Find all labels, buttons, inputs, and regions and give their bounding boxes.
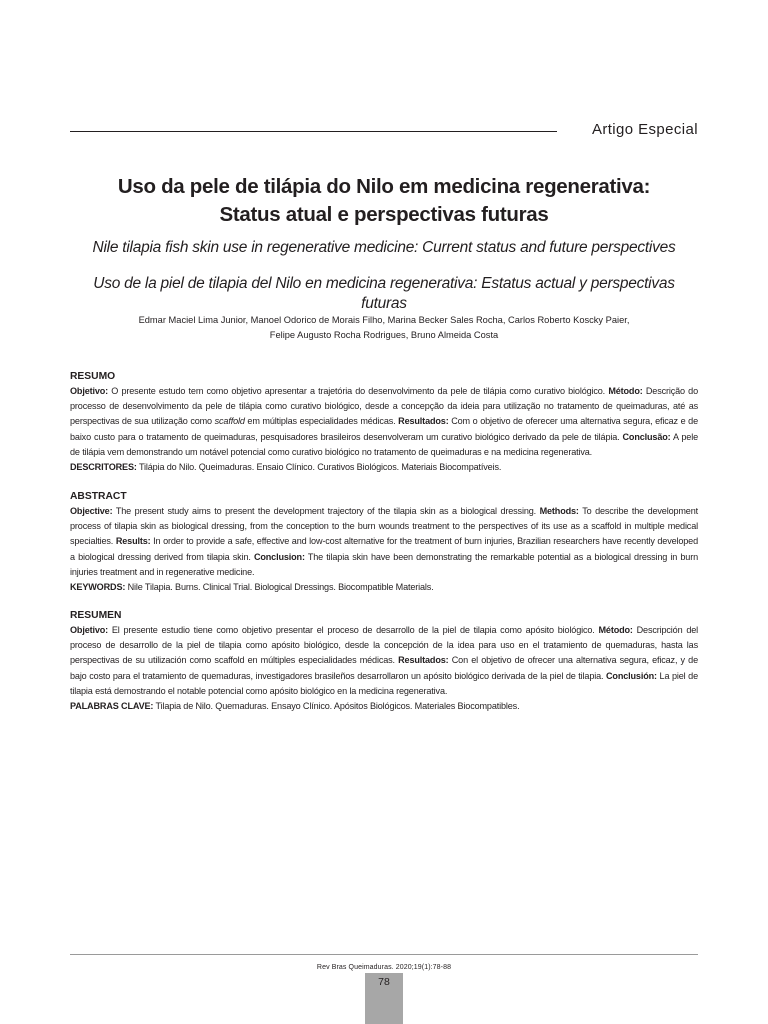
abstract-heading: ABSTRACT bbox=[70, 491, 127, 502]
resumo-results: Com o objetivo de oferecer uma alternativa segura, eficaz e de baixo custo para o tratamento de queimaduras, pesquisadores brasileiros desenvolveram um curativo biológico derivado da pele de tilápia. bbox=[70, 416, 698, 442]
resumo-results-label: Resultados: bbox=[398, 416, 449, 427]
resumen-method-label: Método: bbox=[598, 625, 633, 635]
abstract-keywords bbox=[70, 580, 698, 595]
title-line-1: Uso da pele de tilápia do Nilo em medicina regenerativa: bbox=[117, 175, 651, 198]
abstract-text bbox=[70, 504, 698, 580]
resumo-keywords bbox=[70, 460, 698, 475]
resumen-text bbox=[70, 623, 698, 699]
section-label: Artigo Especial bbox=[591, 121, 698, 138]
english-title: Nile tilapia fish skin use in regenerative medicine: Current status and future perspectives bbox=[92, 239, 676, 256]
journal-citation: Rev Bras Queimaduras. 2020;19(1):78-88 bbox=[316, 964, 452, 971]
abstract-objective: The present study aims to present the development trajectory of the tilapia skin as a biological dressing. bbox=[112, 506, 540, 516]
resumen-section bbox=[70, 608, 698, 714]
abstract-method-label: Methods: bbox=[539, 506, 579, 516]
author-list bbox=[70, 313, 698, 343]
resumo-keywords-label: DESCRITORES: bbox=[70, 462, 137, 473]
resumo-conclusion-label: Conclusão: bbox=[622, 431, 671, 442]
resumen-method: Descripción del proceso de desarrollo de la piel de tilapia como apósito biológico, desde la concepción de la idea para uso en el tratamiento de quemaduras, hasta las perspectivas de su utilización como scaffold en múltiples especialidades médicas. bbox=[70, 625, 699, 666]
resumo-section bbox=[70, 369, 698, 475]
authors-line-1: Edmar Maciel Lima Junior, Manoel Odorico de Morais Filho, Marina Becker Sales Rocha, Carlos Roberto Koscky Paier, bbox=[138, 315, 630, 325]
abstract-keywords-text: Nile Tilapia. Burns. Clinical Trial. Biological Dressings. Biocompatible Materials. bbox=[125, 582, 434, 593]
resumen-results: Con el objetivo de ofrecer una alternativa segura, eficaz, y de bajo costo para el tratamiento de quemaduras, investigadores brasileños desarrollaron un apósito biológico derivada de la piel de tilapia. bbox=[70, 655, 698, 681]
resumen-objective: El presente estudio tiene como objetivo presentar el proceso de desarrollo de la piel de tilapia como apósito biológico. bbox=[108, 625, 599, 635]
page-number: 78 bbox=[378, 976, 390, 988]
resumo-method-1: Descrição do processo de desenvolvimento da pele de tilápia como curativo biológico, desde a concepção da ideia para utilização no tratamento de queimaduras, até as perspectivas de sua utilização como bbox=[70, 386, 698, 427]
abstract-results-label: Results: bbox=[115, 536, 151, 547]
authors-line-2: Felipe Augusto Rocha Rodrigues, Bruno Almeida Costa bbox=[269, 330, 499, 340]
resumen-keywords-label: PALABRAS CLAVE: bbox=[70, 701, 154, 712]
resumo-method-label: Método: bbox=[608, 386, 643, 396]
abstract-conclusion: The tilapia skin have been demonstrating the remarkable potential as a biological dressing in burn injuries treatment and in regenerative medicine. bbox=[70, 551, 698, 577]
resumo-keywords-text: Tilápia do Nilo. Queimaduras. Ensaio Clínico. Curativos Biológicos. Materiais Biocompatíveis. bbox=[136, 462, 502, 473]
resumen-results-label: Resultados: bbox=[398, 655, 449, 666]
resumen-keywords bbox=[70, 699, 698, 714]
page-number-box bbox=[365, 973, 403, 1024]
abstract-method: To describe the development process of tilapia skin as biological dressing, from the conception to the burn wounds treatment to the perspectives of its use as a scaffold in multiple medical specialties. bbox=[70, 506, 698, 547]
resumo-objective-label: Objetivo: bbox=[70, 386, 109, 396]
footer-rule bbox=[70, 954, 698, 955]
abstract-conclusion-label: Conclusion: bbox=[253, 551, 305, 562]
resumen-objective-label: Objetivo: bbox=[70, 625, 109, 635]
resumen-heading: RESUMEN bbox=[70, 610, 122, 621]
resumo-conclusion: A pele de tilápia vem demonstrando um notável potencial como curativo biológico no tratamento de queimaduras e na medicina regenerativa. bbox=[70, 431, 698, 457]
header-rule bbox=[70, 131, 557, 132]
resumen-conclusion-label: Conclusión: bbox=[606, 670, 657, 681]
abstract-objective-label: Objective: bbox=[70, 506, 113, 516]
resumen-keywords-text: Tilapia de Nilo. Quemaduras. Ensayo Clínico. Apósitos Biológicos. Materiales Biocompatibles. bbox=[153, 701, 520, 712]
spanish-title: Uso de la piel de tilapia del Nilo en medicina regenerativa: Estatus actual y perspectivas futuras bbox=[93, 275, 675, 312]
resumo-text bbox=[70, 384, 698, 460]
resumo-heading: RESUMO bbox=[70, 371, 116, 382]
abstract-keywords-label: KEYWORDS: bbox=[70, 582, 126, 593]
resumo-method-italic: scaffold bbox=[214, 416, 245, 427]
resumen-conclusion: La piel de tilapia está demostrando el notable potencial como apósito biológico en la medicina regenerativa. bbox=[70, 670, 698, 696]
resumo-objective: O presente estudo tem como objetivo apresentar a trajetória do desenvolvimento da pele de tilápia como curativo biológico. bbox=[108, 386, 609, 396]
resumo-method-2: em múltiplas especialidades médicas. bbox=[244, 416, 399, 427]
title-line-2: Status atual e perspectivas futuras bbox=[219, 203, 549, 226]
abstract-results: In order to provide a safe, effective and low-cost alternative for the treatment of burn injuries, Brazilian researchers have recently developed a biological dressing derived from tilapia skin. bbox=[70, 536, 698, 562]
article-title bbox=[70, 173, 698, 229]
abstract-section bbox=[70, 489, 698, 595]
